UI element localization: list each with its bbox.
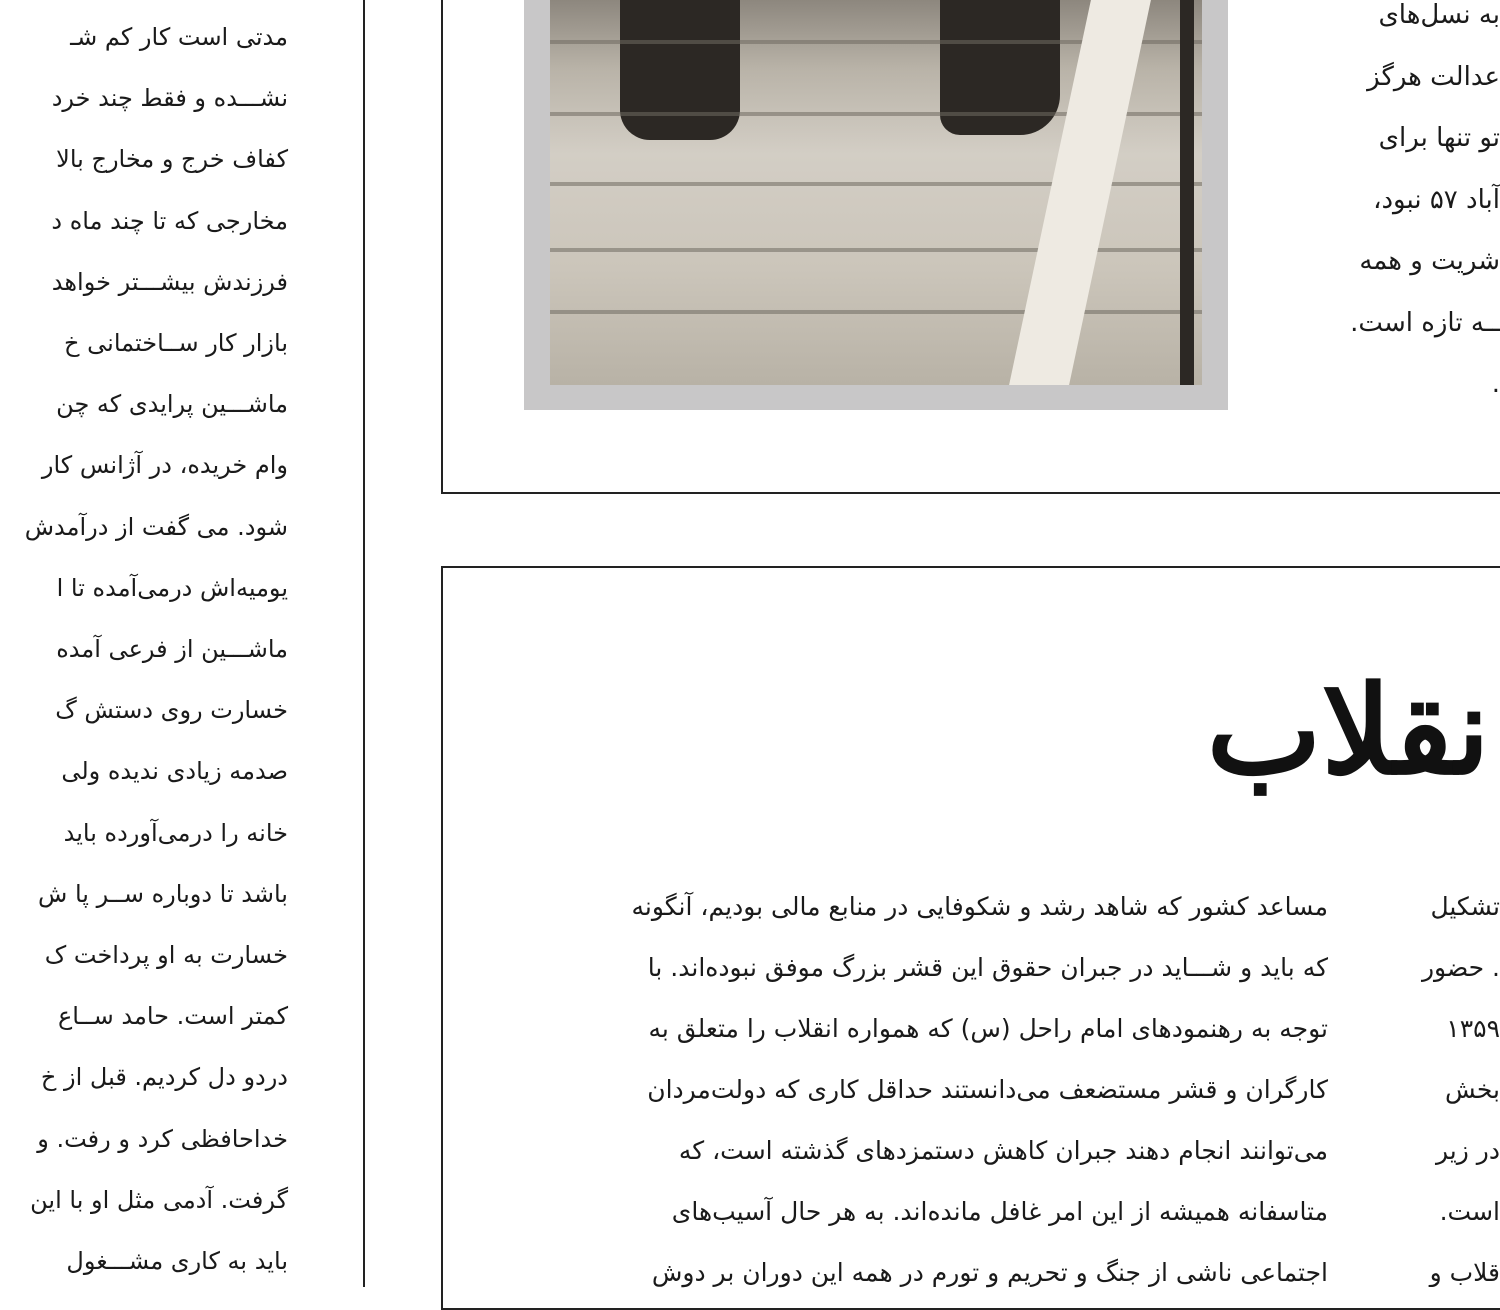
text-line: توجه به رهنمودهای امام راحل (س) که همواره انقلاب را متعلق به [648,1014,1328,1043]
article-headline: نقلاب [1206,658,1490,802]
text-line: مساعد کشور که شاهد رشد و شکوفایی در منابع مالی بودیم، آنگونه [631,892,1328,921]
text-line: خداحافظی کرد و رفت. و [37,1124,288,1153]
text-line: آباد ۵۷ نبود، [1373,184,1500,215]
text-line: بازار کار ســاختمانی خ [64,329,288,357]
text-line: باید به کاری مشـــغول [66,1247,288,1275]
text-line: خسارت به او پرداخت ک [44,941,288,969]
text-line: عدالت هرگز [1367,61,1500,92]
text-line: فرزندش بیشـــتر خواهد [51,267,288,296]
article-right-edge-column [1410,0,1500,1287]
text-line: کمتر است. حامد ســاع [57,1002,288,1031]
text-line: است. [1439,1197,1500,1226]
text-line: خسارت روی دستش گ [55,696,288,725]
text-line: به نسل‌های [1378,0,1500,30]
text-line: یومیه‌اش درمی‌آمده تا ا [56,573,288,602]
text-line: . [1491,369,1500,399]
text-line: کفاف خرج و مخارج بالا [56,145,288,174]
text-line: می‌توانند انجام دهند جبران کاهش دستمزدهای گذشته است، که [678,1136,1328,1165]
text-line: ــه تازه است. [1350,307,1500,338]
text-line: که باید و شـــاید در جبران حقوق این قشر بزرگ موفق نبوده‌اند. با [647,953,1328,982]
text-line: ماشـــین پرایدی که چن [56,390,288,419]
text-line: صدمه زیادی ندیده ولی [61,757,288,786]
text-line: خانه را درمی‌آورده باید [63,818,288,847]
text-line: شریت و همه [1359,246,1500,276]
text-line: تشکیل [1430,892,1500,921]
text-line: نشـــده و فقط چند خرد [51,84,288,113]
text-line: وام خریده، در آژانس کار [41,451,288,480]
text-line: گرفت. آدمی مثل او با این [30,1185,288,1214]
text-line: ۱۳۵۹ [1446,1014,1500,1043]
text-line: باشد تا دوباره ســر پا ش [38,879,288,908]
text-line: . حضور [1421,953,1500,982]
text-line: مخارجی که تا چند ماه د [51,206,288,235]
text-line: بخش [1445,1075,1500,1104]
text-line: تو تنها برای [1378,123,1500,153]
text-line: ماشـــین از فرعی آمده [56,635,288,663]
text-line: شود. می گفت از درآمدش [24,512,288,541]
text-line: در زیر [1436,1136,1500,1165]
text-line: کارگران و قشر مستضعف می‌دانستند حداقل کاری که دولت‌مردان [647,1075,1328,1104]
text-line: قلاب و [1429,1258,1500,1287]
text-line: اجتماعی ناشی از جنگ و تحریم و تورم در همه این دوران بر دوش [651,1258,1328,1287]
text-line: متاسفانه همیشه از این امر غافل مانده‌اند. به هر حال آسیب‌های [671,1197,1328,1226]
text-line: دردو دل کردیم. قبل از خ [40,1063,288,1092]
text-line: مدتی است کار کم شـ [70,23,288,51]
